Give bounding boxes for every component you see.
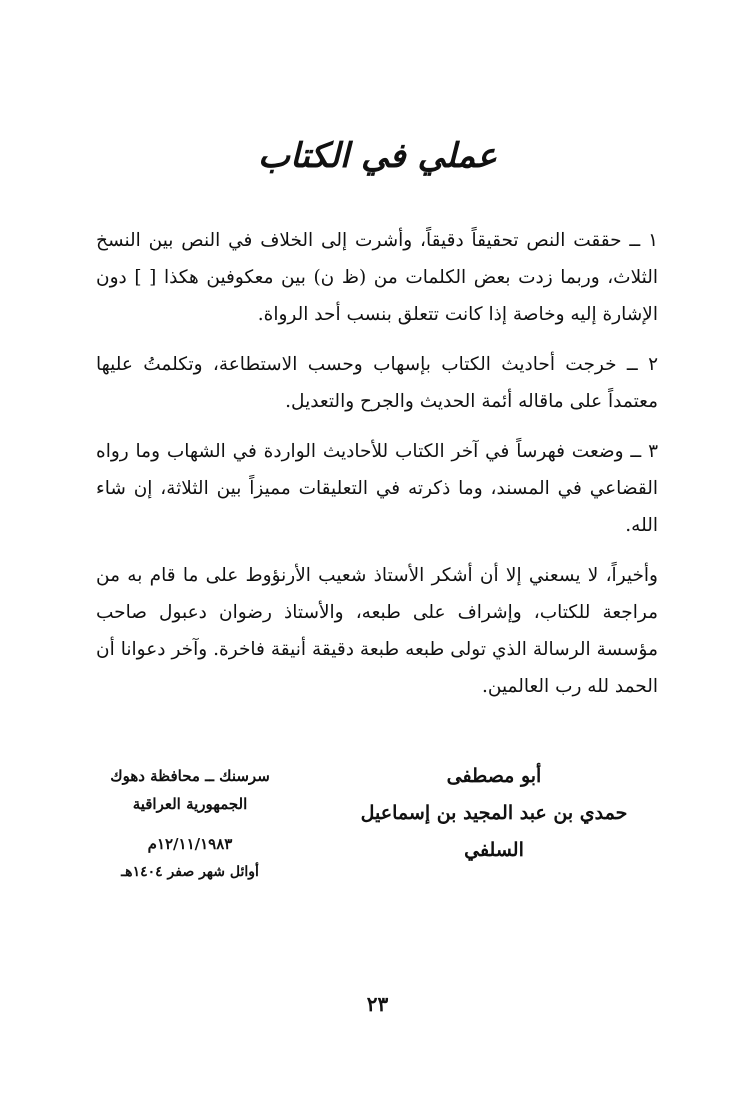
paragraph-item-3: ٣ ــ وضعت فهرساً في آخر الكتاب للأحاديث الواردة في الشهاب وما رواه القضاعي في المسند، وما ذكرته في التعليقات مميزاً بين الثلاثة، إن شاء الله. [96,441,658,536]
paragraph-item-1: ١ ــ حققت النص تحقيقاً دقيقاً، وأشرت إلى الخلاف في النص بين النسخ الثلاث، وربما زدت بعض الكلمات من (ظ ن) بين معكوفين هكذا [ ] دون الإشارة إليه وخاصة إذا كانت تتعلق بنسب أحد الرواة. [96,230,658,325]
paragraph-item-2: ٢ ــ خرجت أحاديث الكتاب بإسهاب وحسب الاستطاعة، وتكلمتُ عليها معتمداً على ماقاله أئمة الحديث والجرح والتعديل. [96,354,658,412]
paragraph-closing: وأخيراً، لا يسعني إلا أن أشكر الأستاذ شعيب الأرنؤوط على ما قام به من مراجعة للكتاب، وإشراف على طبعه، والأستاذ رضوان دعبول صاحب مؤسسة الرسالة الذي تولى طبعه طبعة دقيقة أنيقة فاخرة. وآخر دعوانا أن الحمد لله رب العالمين. [96,565,658,697]
author-name: حمدي بن عبد المجيد بن إسماعيل [360,802,628,824]
date-hijri: أوائل شهر صفر ١٤٠٤هـ [121,864,259,880]
page-number: ٢٣ [366,992,389,1016]
page-title: عملي في الكتاب [257,136,497,176]
place-name: سرسنك ــ محافظة دهوك [110,767,270,785]
author-kunya: أبو مصطفى [446,765,542,787]
body-text [96,222,658,718]
place-date-block [90,762,290,886]
author-signature [329,758,659,869]
date-gregorian: ١٢/١١/١٩٨٣م [147,835,233,853]
author-nisba: السلفي [464,839,524,861]
country-name: الجمهورية العراقية [132,795,248,813]
